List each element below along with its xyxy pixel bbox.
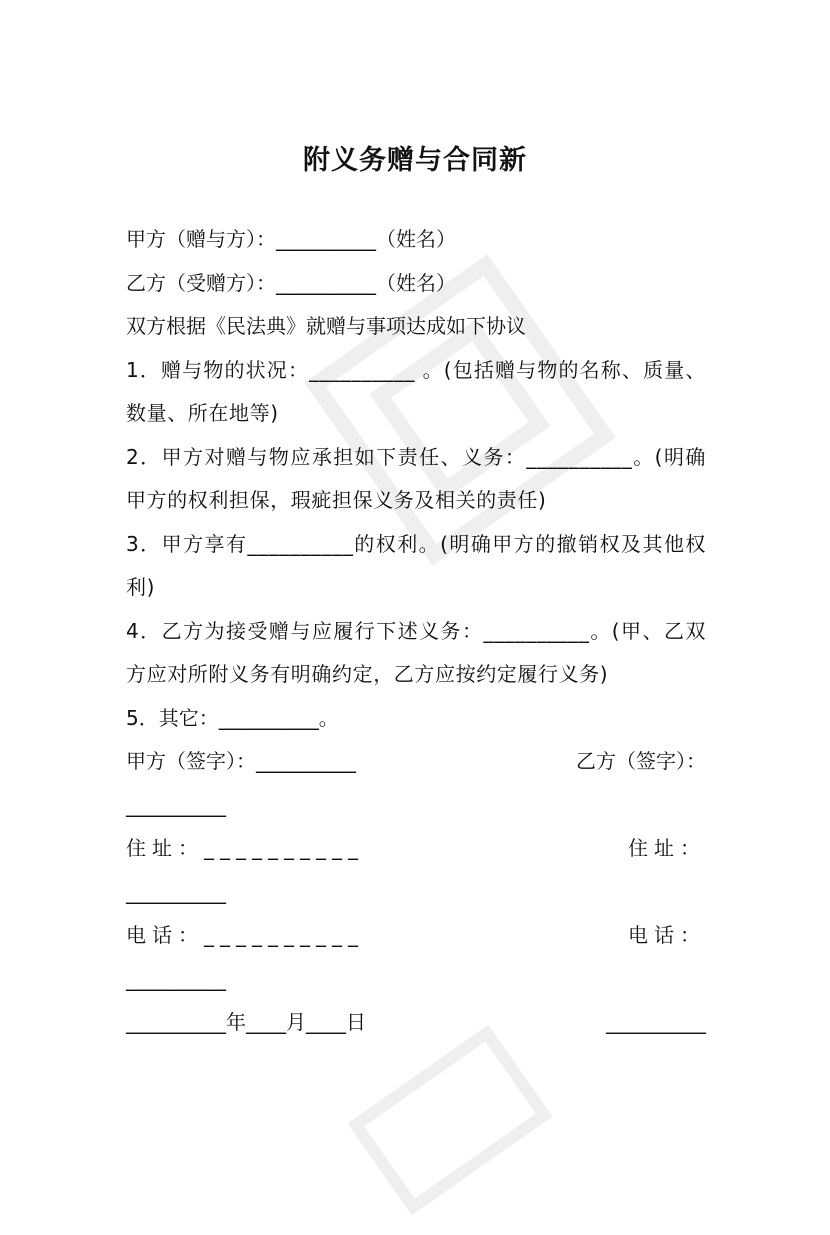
clause-3: 3．甲方享有__________的权利。(明确甲方的撤销权及其他权利): [126, 531, 706, 599]
phone-b-blank: __________: [126, 966, 226, 991]
date-b: __________: [606, 1010, 706, 1034]
document-body: [126, 218, 706, 1045]
signature-row: [126, 740, 706, 784]
address-a: 住址：__________: [126, 836, 364, 860]
clause-4: 4．乙方为接受赠与应履行下述义务：__________。(甲、乙双方应对所附义务有明确约定，乙方应按约定履行义务): [126, 618, 706, 686]
sign-b: 乙方（签字）：: [576, 749, 706, 773]
address-row: [126, 827, 706, 871]
preamble-line: 双方根据《民法典》就赠与事项达成如下协议: [126, 314, 526, 338]
clause-1: 1．赠与物的状况：__________ 。(包括赠与物的名称、质量、数量、所在地等): [126, 357, 706, 425]
sign-b-blank: __________: [126, 792, 226, 817]
clause-2: 2．甲方对赠与物应承担如下责任、义务：__________。(明确甲方的权利担保，瑕疵担保义务及相关的责任): [126, 444, 706, 512]
date-row: [126, 1001, 706, 1045]
party-b-line: 乙方（受赠方）：__________（姓名）: [126, 270, 456, 295]
address-b: 住址：: [628, 836, 706, 860]
address-b-blank: __________: [126, 879, 226, 904]
sign-a: 甲方（签字）：__________: [126, 749, 356, 773]
date-a: __________年____月____日: [126, 1010, 366, 1034]
page-title: 附义务赠与合同新: [303, 145, 527, 176]
phone-row: [126, 914, 706, 958]
phone-a: 电话：__________: [126, 923, 364, 947]
clause-5: 5．其它：__________。: [126, 705, 339, 730]
phone-b: 电话：: [628, 923, 706, 947]
party-a-line: 甲方（赠与方）：__________（姓名）: [126, 227, 456, 251]
